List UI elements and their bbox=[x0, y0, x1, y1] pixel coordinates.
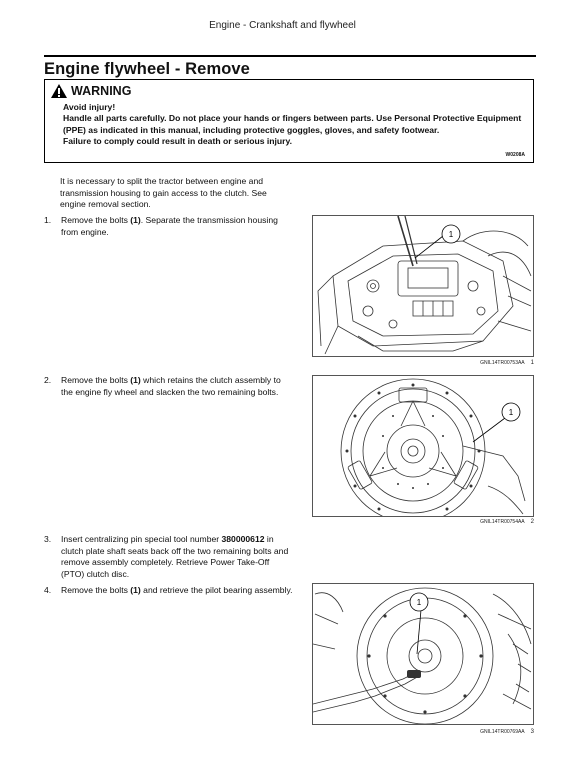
warning-box bbox=[44, 79, 534, 163]
figure-code: GNIL14TR00753AA bbox=[480, 360, 525, 366]
figure-2-caption bbox=[312, 519, 534, 525]
figure-1 bbox=[312, 215, 534, 357]
warning-line-3: Failure to comply could result in death or serious injury. bbox=[63, 135, 293, 146]
step-number: 4. bbox=[44, 585, 52, 595]
figure-3-callout: 1 bbox=[416, 598, 422, 607]
figure-3 bbox=[312, 583, 534, 725]
step-3 bbox=[44, 534, 294, 580]
figure-1-illustration bbox=[313, 216, 533, 356]
warning-line-1: Avoid injury! bbox=[63, 102, 116, 112]
step-text-pre: Remove the bolts bbox=[61, 375, 131, 385]
step-text-post: and retrieve the pilot bearing assembly. bbox=[140, 585, 293, 595]
warning-triangle-icon bbox=[50, 83, 68, 99]
step-text-bold: (1) bbox=[130, 375, 141, 385]
figure-2-callout: 1 bbox=[508, 408, 514, 417]
step-text bbox=[61, 585, 294, 597]
step-number: 1. bbox=[44, 215, 52, 225]
figure-1-callout: 1 bbox=[448, 230, 454, 239]
step-text bbox=[61, 375, 294, 398]
warning-heading bbox=[50, 83, 131, 99]
warning-line-2: Handle all parts carefully. Do not place your hands or fingers between parts. Use Personal Protective Equipment (PPE) as indicated in this manual, including protective goggles, gloves, and safety footwear. bbox=[63, 113, 522, 135]
step-text-pre: Insert centralizing pin special tool number bbox=[61, 534, 222, 544]
section-title: Engine flywheel - Remove bbox=[44, 55, 536, 79]
figure-number: 2 bbox=[530, 519, 534, 525]
step-number: 2. bbox=[44, 375, 52, 385]
step-text bbox=[61, 215, 294, 238]
step-2 bbox=[44, 375, 294, 398]
step-text-bold: (1) bbox=[130, 585, 141, 595]
step-number: 3. bbox=[44, 534, 52, 544]
step-text-post: . Separate the transmission housing from engine. bbox=[61, 215, 278, 237]
step-text-post: which retains the clutch assembly to the engine fly wheel and slacken the two remaining bolts. bbox=[61, 375, 281, 397]
step-1 bbox=[44, 215, 294, 238]
step-4 bbox=[44, 585, 294, 597]
step-text-bold: (1) bbox=[130, 215, 141, 225]
figure-number: 1 bbox=[530, 360, 534, 366]
figure-number: 3 bbox=[530, 729, 534, 735]
figure-1-caption bbox=[312, 360, 534, 366]
warning-label: WARNING bbox=[71, 84, 132, 98]
figure-code: GNIL14TR00754AA bbox=[480, 519, 525, 525]
step-text bbox=[61, 534, 294, 580]
step-text-pre: Remove the bolts bbox=[61, 585, 131, 595]
page-header: Engine - Crankshaft and flywheel bbox=[209, 20, 356, 31]
figure-2-illustration bbox=[313, 376, 533, 516]
step-text-bold: 380000612 bbox=[221, 534, 265, 544]
figure-3-caption bbox=[312, 729, 534, 735]
figure-code: GNIL14TR00769AA bbox=[480, 729, 525, 735]
step-text-pre: Remove the bolts bbox=[61, 215, 131, 225]
warning-text bbox=[63, 102, 525, 147]
step-text-post: in clutch plate shaft seats back off the two remaining bolts and remove assembly completely. Retrieve Power Take-Off (PTO) clutch disc. bbox=[61, 534, 289, 579]
intro-paragraph: It is necessary to split the tractor between engine and transmission housing to gain access to the clutch. See engine removal section. bbox=[60, 176, 267, 209]
figure-3-illustration bbox=[313, 584, 533, 724]
warning-code: W0208A bbox=[505, 152, 525, 158]
figure-2 bbox=[312, 375, 534, 517]
